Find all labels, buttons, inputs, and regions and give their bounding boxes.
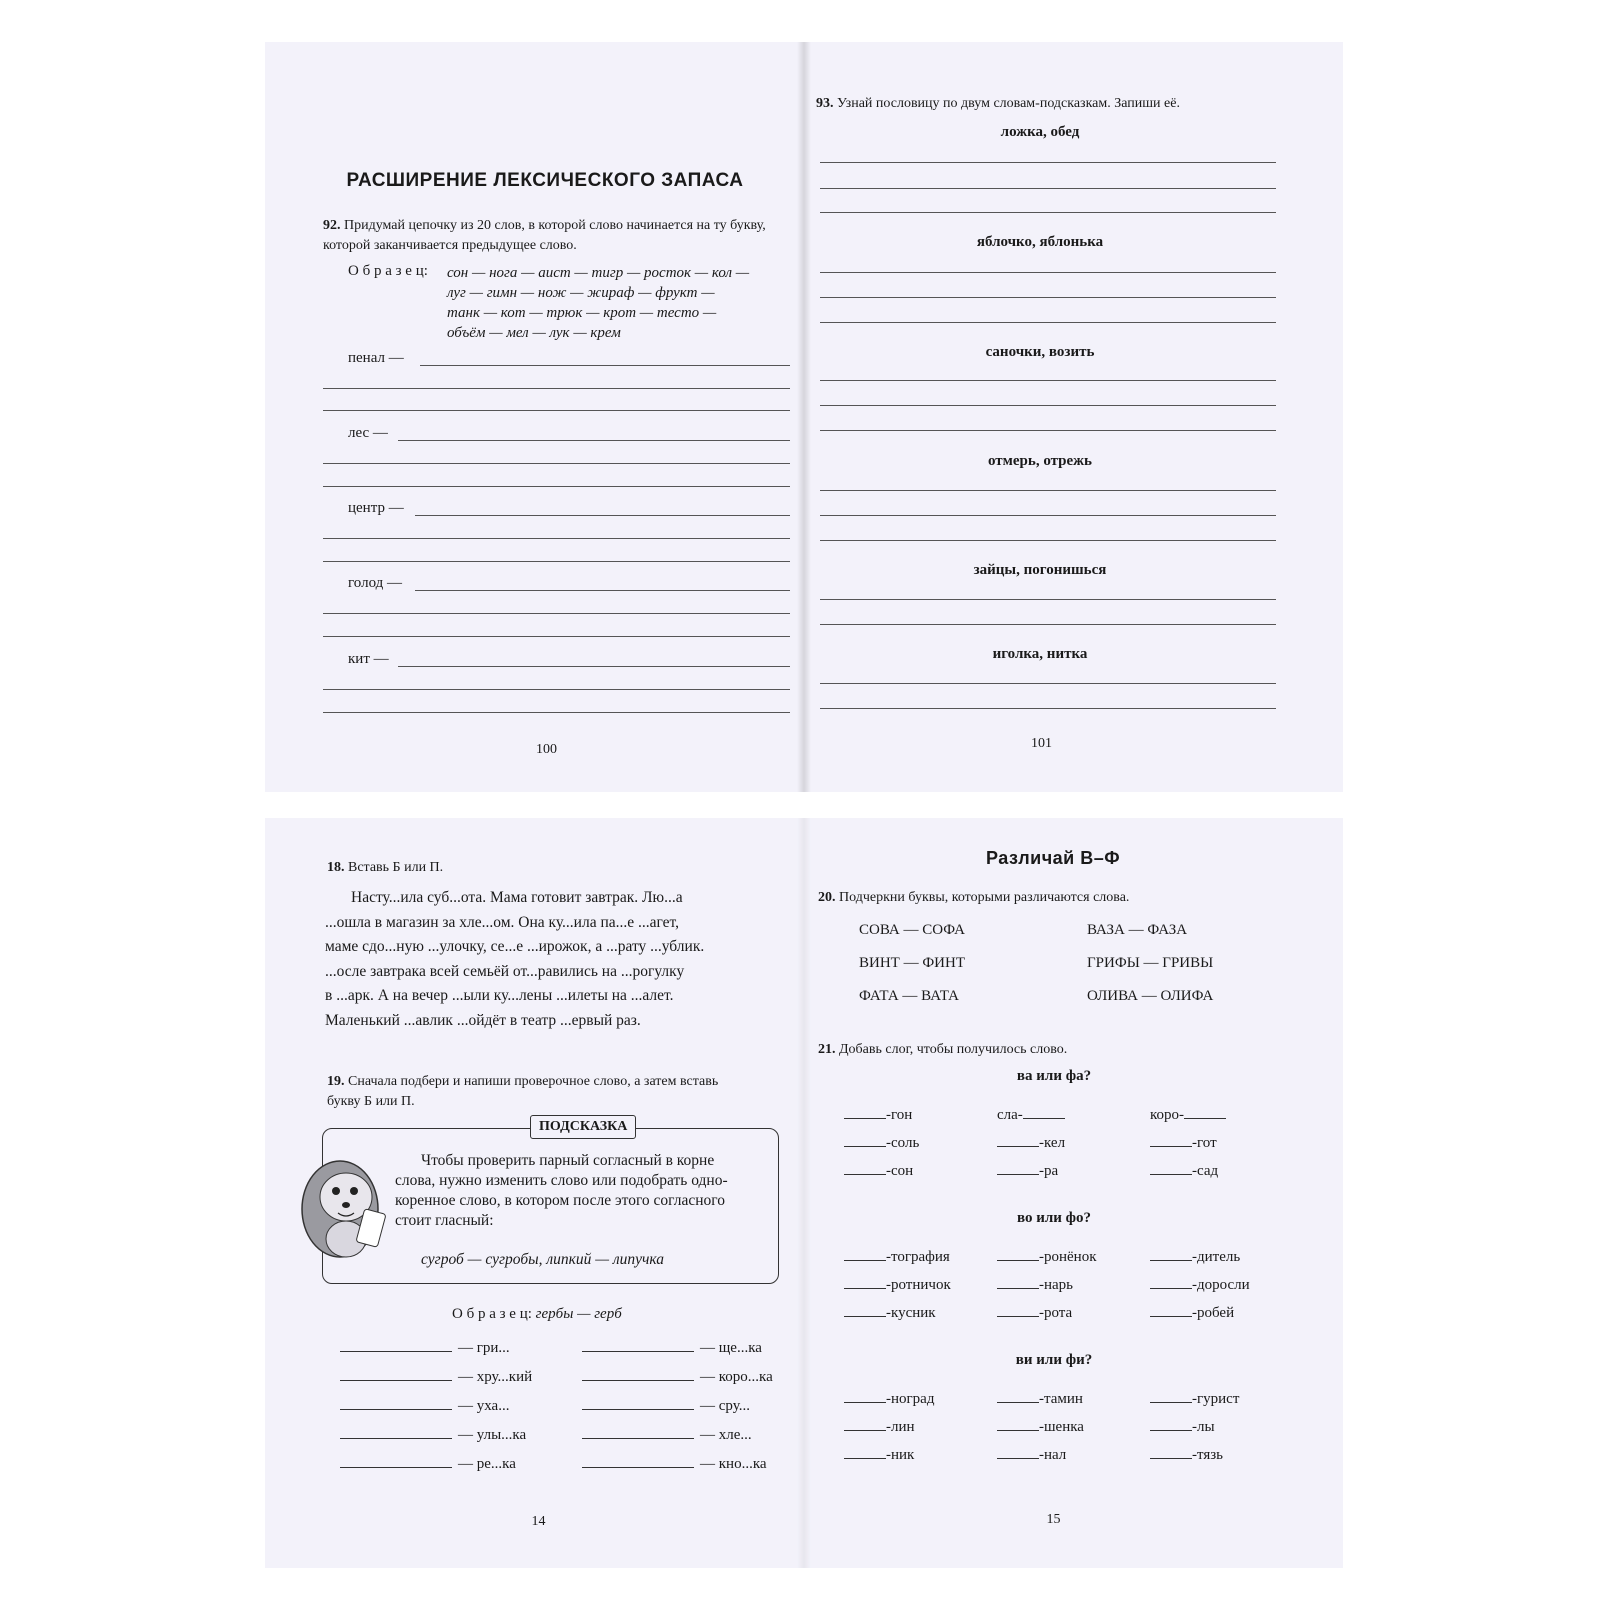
syllable-item [844,1305,997,1322]
syllable-item [997,1447,1150,1464]
sample-label: О б р а з е ц: [348,263,428,279]
fill-blank[interactable] [1150,1288,1192,1289]
page-14 [265,818,804,1568]
pairs-column-2 [1087,914,1213,1013]
fill-blank[interactable] [1150,1260,1192,1261]
word-prompt: — хле... [700,1427,752,1443]
syllable-grid-2 [844,1238,1304,1322]
word-part: -лы [1192,1419,1215,1435]
page-number: 101 [1031,736,1052,751]
syllable-row [844,1238,1304,1266]
syllable-item [844,1135,997,1152]
page-number: 100 [536,742,557,757]
syllable-item [1150,1447,1303,1464]
starter-word: пенал — [348,350,404,366]
fill-blank[interactable] [997,1260,1039,1261]
fill-blank[interactable] [844,1288,886,1289]
word-pair: ФАТА — ВАТА [859,988,959,1004]
syllable-item [844,1163,997,1180]
syllable-item [1150,1249,1303,1266]
page-number: 14 [531,1514,546,1529]
fill-blank[interactable] [997,1402,1039,1403]
answer-line[interactable] [323,410,790,411]
syllable-item [1150,1277,1303,1294]
task-21 [818,1040,1318,1060]
word-part: -гот [1192,1135,1217,1151]
hedgehog-icon [298,1139,393,1269]
answer-line[interactable] [820,322,1276,323]
syllable-row [844,1096,1304,1124]
fill-blank[interactable] [997,1146,1039,1147]
section-heading: Различай В–Ф [986,848,1121,868]
task-number: 93. [816,96,834,111]
fill-blank[interactable] [340,1409,452,1410]
word-part: -ра [1039,1163,1059,1179]
paragraph-line: Насту...ила суб...ота. Мама готовит завтрак. Лю...а [351,889,683,906]
fill-blank[interactable] [844,1430,886,1431]
word-part: -соль [886,1135,920,1151]
page-15 [804,818,1343,1568]
word-pair: ВАЗА — ФАЗА [1087,922,1188,938]
syllable-item [844,1447,997,1464]
word-part: -робей [1192,1305,1235,1321]
syllable-item [997,1135,1150,1152]
group-title: ва или фа? [1016,1068,1092,1084]
word-part: сла- [997,1107,1023,1123]
sample-line: объём — мел — лук — крем [447,325,621,341]
syllable-item [997,1391,1150,1408]
group-title: во или фо? [1016,1210,1092,1226]
fill-blank[interactable] [1150,1316,1192,1317]
starter-word: кит — [348,651,389,667]
fill-blank[interactable] [997,1288,1039,1289]
syllable-item [1150,1163,1303,1180]
word-part: -ник [886,1447,915,1463]
answer-line[interactable] [820,515,1276,516]
page-number: 15 [1046,1512,1061,1527]
sample-chain [447,263,787,343]
answer-line[interactable] [820,599,1276,600]
starter-word: голод — [348,575,403,591]
syllable-row [844,1152,1304,1180]
answer-line[interactable] [820,490,1276,491]
syllable-item [1150,1419,1303,1436]
syllable-item [997,1277,1150,1294]
sample-line: луг — гимн — нож — жираф — фрукт — [447,285,715,301]
paragraph-line: Маленький ...авлик ...ойдёт в театр ...ервый раз. [325,1011,641,1029]
syllable-grid-1 [844,1096,1304,1180]
fill-blank[interactable] [844,1174,886,1175]
word-prompt: — улы...ка [458,1427,527,1443]
answer-line[interactable] [398,666,790,667]
word-part: -тязь [1192,1447,1224,1463]
task-18 [327,858,787,878]
syllable-item [1150,1135,1303,1152]
word-row [340,1450,532,1479]
answer-line[interactable] [820,212,1276,213]
word-row [582,1392,773,1421]
word-row [340,1421,532,1450]
word-part: -дитель [1192,1249,1241,1265]
fill-blank[interactable] [844,1458,886,1459]
fill-blank[interactable] [340,1380,452,1381]
fill-blank[interactable] [1150,1402,1192,1403]
word-part: -лин [886,1419,915,1435]
syllable-item [844,1249,997,1266]
word-part: -ротничок [886,1277,951,1293]
task-number: 92. [323,218,341,233]
sample-row [452,1306,622,1323]
fill-blank[interactable] [1150,1430,1192,1431]
answer-line[interactable] [323,712,790,713]
syllable-row [844,1408,1304,1436]
answer-line[interactable] [323,613,790,614]
word-part: -сад [1192,1163,1219,1179]
syllable-item [997,1107,1150,1124]
word-row [340,1392,532,1421]
workbook-spread-14-15 [265,818,1343,1568]
word-prompt: — сру... [700,1398,750,1414]
syllable-row [844,1266,1304,1294]
syllable-row [844,1294,1304,1322]
syllable-item [844,1277,997,1294]
hint-words: иголка, нитка [992,646,1088,662]
task-text: Вставь Б или П. [348,860,444,875]
word-part: -гон [886,1107,913,1123]
word-pair: СОВА — СОФА [859,922,965,938]
answer-line[interactable] [820,188,1276,189]
paragraph-line: маме сдо...ную ...улочку, се...е ...ирожок, а ...рату ...ублик. [325,938,705,955]
task-text: Подчеркни буквы, которыми различаются слова. [839,890,1130,905]
answer-line[interactable] [820,162,1276,163]
task-number: 20. [818,890,836,905]
word-row [582,1334,773,1363]
fill-blank[interactable] [1023,1118,1065,1119]
starter-word: центр — [348,500,404,516]
hint-title: ПОДСКАЗКА [530,1115,636,1139]
answer-line[interactable] [820,708,1276,709]
task-92 [323,216,785,256]
word-prompt: — ре...ка [458,1456,516,1472]
fill-blank[interactable] [582,1380,694,1381]
starter-word: лес — [348,425,388,441]
task-text: Узнай пословицу по двум словам-подсказкам. Запиши её. [837,96,1180,111]
answer-line[interactable] [323,561,790,562]
answer-line[interactable] [820,272,1276,273]
paragraph-line: ...осле завтрака всей семьёй от...равились на ...рогулку [325,962,685,980]
task-number: 18. [327,860,345,875]
task-number: 19. [327,1074,345,1089]
word-part: -доросли [1192,1277,1250,1293]
word-column-1 [340,1334,532,1479]
word-prompt: — коро...ка [700,1369,773,1385]
sample-label: О б р а з е ц: [452,1306,532,1322]
fill-blank[interactable] [997,1174,1039,1175]
page-101 [804,42,1343,792]
word-prompt: — уха... [458,1398,510,1414]
task-18-paragraph [325,886,791,1033]
word-part: -шенка [1039,1419,1084,1435]
fill-blank[interactable] [997,1458,1039,1459]
word-part: -кусник [886,1305,936,1321]
word-row [340,1363,532,1392]
fill-blank[interactable] [844,1118,886,1119]
fill-blank[interactable] [582,1467,694,1468]
task-text: букву Б или П. [327,1094,415,1109]
syllable-row [844,1436,1304,1464]
hint-words: отмерь, отрежь [988,453,1092,469]
word-part: -рота [1039,1305,1073,1321]
syllable-grid-3 [844,1380,1304,1464]
hint-line: Чтобы проверить парный согласный в корне [421,1152,715,1169]
answer-line[interactable] [820,430,1276,431]
syllable-item [844,1107,997,1124]
task-number: 21. [818,1042,836,1057]
syllable-item [1150,1107,1303,1124]
word-part: -тография [886,1249,950,1265]
syllable-row [844,1124,1304,1152]
word-part: -нал [1039,1447,1067,1463]
syllable-item [844,1391,997,1408]
answer-line[interactable] [398,440,790,441]
fill-blank[interactable] [1150,1458,1192,1459]
answer-line[interactable] [323,486,790,487]
word-column-2 [582,1334,773,1479]
workbook-spread-100-101 [265,42,1343,792]
answer-line[interactable] [820,405,1276,406]
answer-line[interactable] [420,365,790,366]
word-row [582,1363,773,1392]
word-prompt: — ще...ка [700,1340,762,1356]
hint-line: стоит гласный: [395,1212,494,1229]
word-pair: ГРИФЫ — ГРИВЫ [1087,955,1214,971]
page-100 [265,42,804,792]
syllable-item [997,1163,1150,1180]
answer-line[interactable] [323,388,790,389]
answer-line[interactable] [820,297,1276,298]
word-part: -ноград [886,1391,935,1407]
fill-blank[interactable] [1184,1118,1226,1119]
hint-line: слова, нужно изменить слово или подобрать одно- [395,1172,728,1189]
answer-line[interactable] [820,540,1276,541]
fill-blank[interactable] [582,1438,694,1439]
answer-line[interactable] [415,515,790,516]
word-part: -кел [1039,1135,1066,1151]
answer-line[interactable] [820,380,1276,381]
fill-blank[interactable] [997,1430,1039,1431]
hint-line: коренное слово, в котором после этого согласного [395,1192,726,1209]
fill-blank[interactable] [997,1316,1039,1317]
fill-blank[interactable] [844,1402,886,1403]
pairs-column-1 [859,914,965,1013]
sample-line: сон — нога — аист — тигр — росток — кол — [447,265,750,281]
syllable-row [844,1380,1304,1408]
word-row [340,1334,532,1363]
word-prompt: — кно...ка [700,1456,767,1472]
word-prompt: — гри... [458,1340,510,1356]
section-heading: РАСШИРЕНИЕ ЛЕКСИЧЕСКОГО ЗАПАСА [346,170,744,191]
word-part: -сон [886,1163,914,1179]
syllable-item [844,1419,997,1436]
answer-line[interactable] [323,538,790,539]
hint-words: саночки, возить [985,344,1095,360]
task-text: Сначала подбери и напиши проверочное слово, а затем вставь [348,1074,719,1089]
answer-line[interactable] [323,463,790,464]
syllable-item [1150,1391,1303,1408]
word-pair: ВИНТ — ФИНТ [859,955,966,971]
syllable-item [997,1419,1150,1436]
sample-line: танк — кот — трюк — крот — тесто — [447,305,717,321]
sample-value: гербы — герб [535,1306,622,1322]
hint-text [395,1151,775,1231]
fill-blank[interactable] [340,1467,452,1468]
fill-blank[interactable] [844,1146,886,1147]
answer-line[interactable] [323,689,790,690]
fill-blank[interactable] [340,1438,452,1439]
fill-blank[interactable] [340,1351,452,1352]
fill-blank[interactable] [1150,1146,1192,1147]
paragraph-line: в ...арк. А на вечер ...ыли ку...лены ...илеты на ...алет. [325,987,674,1004]
hint-words: зайцы, погонишься [973,562,1107,578]
task-93 [816,94,1316,114]
word-part: -гурист [1192,1391,1240,1407]
hint-example: сугроб — сугробы, липкий — липучка [421,1251,665,1268]
syllable-item [1150,1305,1303,1322]
fill-blank[interactable] [582,1409,694,1410]
paragraph-line: ...ошла в магазин за хле...ом. Она ку...ила па...е ...агет, [325,913,680,931]
word-row [582,1421,773,1450]
answer-line[interactable] [323,636,790,637]
fill-blank[interactable] [582,1351,694,1352]
fill-blank[interactable] [1150,1174,1192,1175]
hint-box [322,1119,779,1284]
hint-words: яблочко, яблонька [976,234,1104,250]
word-part: -нарь [1039,1277,1074,1293]
syllable-item [997,1249,1150,1266]
fill-blank[interactable] [844,1316,886,1317]
word-part: -ронёнок [1039,1249,1097,1265]
task-19 [327,1072,797,1112]
answer-line[interactable] [820,683,1276,684]
word-pair: ОЛИВА — ОЛИФА [1087,988,1214,1004]
task-20 [818,888,1318,908]
task-text: Придумай цепочку из 20 слов, в которой слово начинается на ту букву, которой заканчивается предыдущее слово. [323,218,766,253]
answer-line[interactable] [820,624,1276,625]
word-row [582,1450,773,1479]
word-prompt: — хру...кий [458,1369,533,1385]
hint-words: ложка, обед [1000,124,1080,140]
answer-line[interactable] [415,590,790,591]
word-part: -тамин [1039,1391,1083,1407]
group-title: ви или фи? [1015,1352,1093,1368]
task-text: Добавь слог, чтобы получилось слово. [839,1042,1068,1057]
fill-blank[interactable] [844,1260,886,1261]
syllable-item [997,1305,1150,1322]
word-part: коро- [1150,1107,1185,1123]
